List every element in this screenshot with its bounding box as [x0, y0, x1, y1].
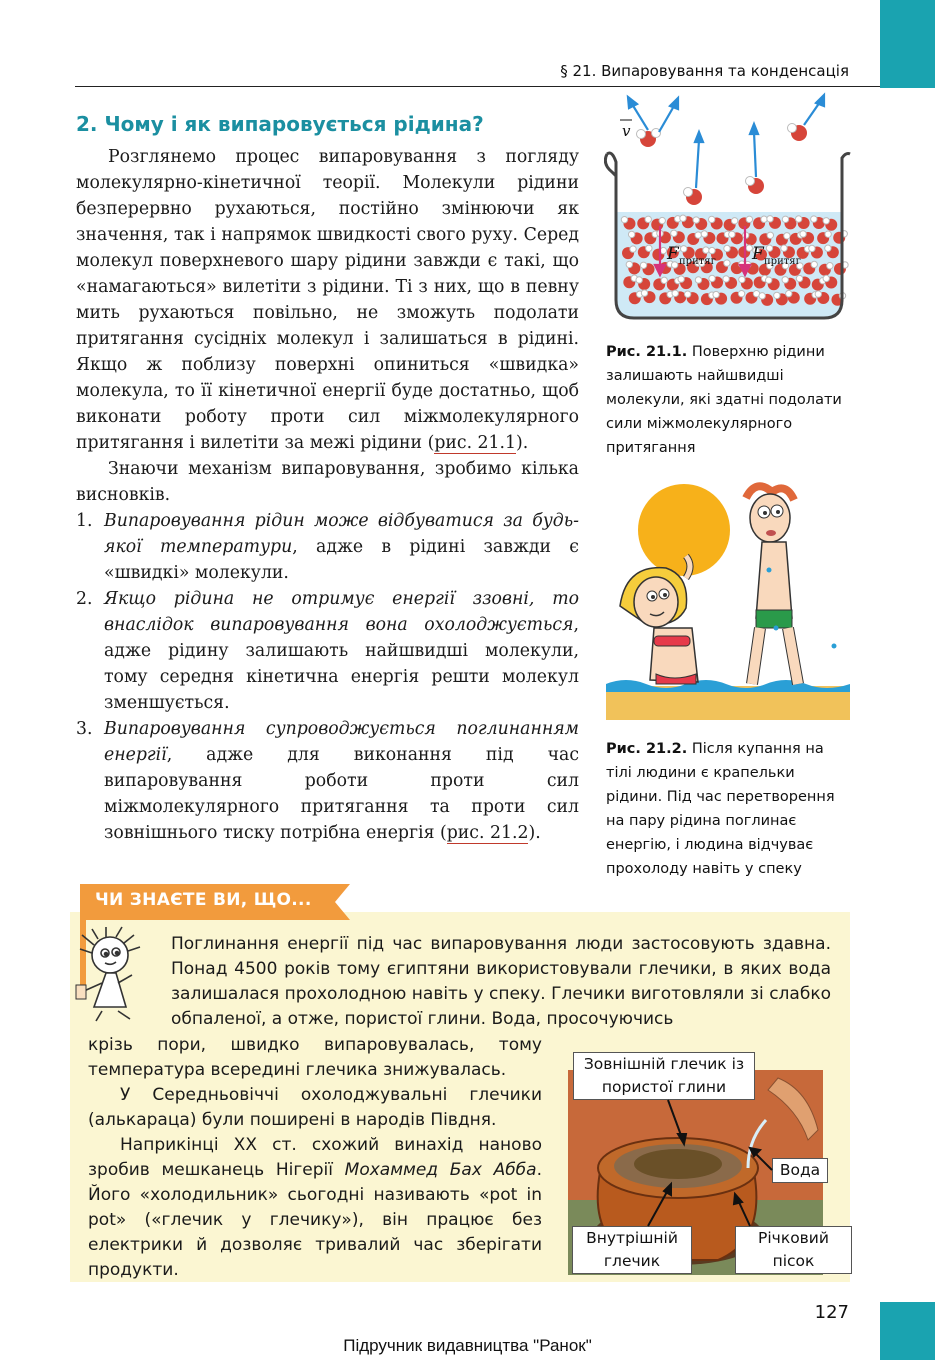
hydrogen-atom: [678, 276, 684, 282]
hydrogen-atom: [800, 231, 806, 237]
hydrogen-atom: [724, 260, 730, 266]
label-water: Вода: [772, 1158, 828, 1183]
paragraph-2: Знаючи механізм випаровування, зробимо кілька висновків.: [76, 459, 579, 505]
hydrogen-atom: [723, 276, 729, 282]
hydrogen-atom: [759, 293, 765, 299]
fact-paragraph-1-cont: крізь пори, швидко випаровувалась, тому температура всередині глечика знижувалась.: [88, 1035, 542, 1080]
hydrogen-atom: [786, 290, 792, 296]
label-outer-pot: Зовнішній глечик із пористої глини: [573, 1052, 755, 1100]
hydrogen-atom: [796, 275, 802, 281]
list-item: 1. Випаровування рідин може відбуватися за будь-якої температури, адже в рідині завжди є «швидкі» молекули.: [76, 511, 579, 583]
hydrogen-atom: [827, 263, 833, 269]
conclusions-list: [76, 508, 579, 846]
velocity-label: v: [622, 122, 631, 140]
velocity-arrows: [628, 95, 824, 188]
hydrogen-atom: [671, 230, 677, 236]
hydrogen-atom: [641, 290, 647, 296]
figure-ref-21-2[interactable]: рис. 21.2: [446, 823, 529, 843]
fact-paragraph-2: У Середньовіччі охолоджувальні глечики (алькараца) були поширені в народів Півдня.: [88, 1085, 542, 1130]
boy-figure: [746, 486, 837, 684]
hydrogen-atom: [729, 231, 735, 237]
hydrogen-atom: [767, 216, 773, 222]
hydrogen-atom: [782, 277, 788, 283]
force-subscript: притяг: [764, 256, 801, 267]
sun-icon: [638, 484, 730, 576]
hydrogen-atom: [811, 261, 817, 267]
hydrogen-atom: [708, 216, 714, 222]
did-you-know-title: ЧИ ЗНАЄТЕ ВИ, ЩО...: [95, 890, 312, 910]
girl-figure: [620, 556, 698, 684]
hydrogen-atom: [811, 216, 817, 222]
hydrogen-atom: [784, 233, 790, 239]
publisher-footer: Підручник видавництва "Ранок": [343, 1336, 592, 1355]
force-label: F: [667, 244, 679, 264]
label-river-sand: Річковий пісок: [735, 1226, 852, 1274]
figure-21-2-caption: Рис. 21.2. Після купання на тілі людини є крапельки рідини. Під час перетворення на пару рідина поглинає енергію, і людина відчуває прохолоду навіть у спеку: [606, 741, 835, 877]
hydrogen-atom: [823, 275, 829, 281]
hydrogen-atom: [621, 216, 627, 222]
paragraph-1: Розглянемо процес випаровування з погляду молекулярно-кінетичної теорії. Молекули рідини безперервно рухаються, постійно змінюючи як значення, так і напрямок швидкості свого руху. Серед молекул поверхневого шару рідини завжди є такі, що «намагаються» вилетіти з рідини. Ті з них, що в певну мить рухаються повільно, не зможуть подолати притягання сусідніх молекул і залишаться в рідині. Якщо ж поблизу поверхні опиниться «швидка» молекула, то її кінетичної енергії буде достатньо, щоб виконати роботу проти сил міжмолекулярного притягання і вилетіти за межі рідини (рис. 21.1).: [76, 147, 579, 453]
figure-21-1-beaker: [604, 92, 854, 327]
girl-mascot-icon: [72, 925, 167, 1025]
hydrogen-atom: [645, 216, 651, 222]
hydrogen-atom: [695, 232, 701, 238]
hydrogen-atom: [636, 277, 642, 283]
hydrogen-atom: [825, 245, 831, 251]
force-subscript: притяг: [679, 256, 716, 267]
hydrogen-atom: [761, 216, 767, 222]
figure-ref-21-1[interactable]: рис. 21.1: [434, 433, 517, 453]
hydrogen-atom: [693, 217, 699, 223]
figure-21-1-caption: Рис. 21.1. Поверхню рідини залишають найшвидші молекули, які здатні подолати сили міжмолекулярного притягання: [606, 344, 842, 456]
hydrogen-atom: [680, 246, 686, 252]
header-rule: [75, 86, 880, 87]
hydrogen-atom: [815, 291, 821, 297]
hydrogen-atom: [695, 277, 701, 283]
figure-21-2-beach: [606, 478, 850, 720]
hydrogen-atom: [672, 290, 678, 296]
hydrogen-atom: [709, 275, 715, 281]
hydrogen-atom: [646, 245, 652, 251]
hydrogen-atom: [782, 216, 788, 222]
hydrogen-atom: [795, 216, 801, 222]
hydrogen-atom: [731, 218, 737, 224]
hydrogen-atom: [659, 217, 665, 223]
hydrogen-atom: [630, 246, 636, 252]
hydrogen-atom: [774, 292, 780, 298]
hydrogen-atom: [781, 245, 787, 251]
hydrogen-atom: [709, 247, 715, 253]
section-title: 2. Чому і як випаровується рідина?: [76, 112, 484, 136]
list-item: 3. Випаровування супроводжується поглинанням енергії, адже для виконання під час випаровування роботи проти сил міжмолекулярного притягання та проти сил зовнішнього тиску потрібна енергія (рис. 21.2).: [76, 719, 579, 843]
hydrogen-atom: [825, 231, 831, 237]
hydrogen-atom: [703, 247, 709, 253]
label-inner-pot: Внутрішній глечик: [572, 1226, 692, 1274]
hydrogen-atom: [739, 276, 745, 282]
hydrogen-atom: [823, 218, 829, 224]
label-pointer-lines: [568, 1040, 858, 1280]
top-color-tab: [880, 0, 935, 88]
list-item: 2. Якщо рідина не отримує енергії ззовні, то внаслідок випаровування вона охолоджується, адже рідину залишають найшвидші молекули, тому середня кінетична енергія решти молекул зменшується.: [76, 589, 579, 713]
page-number: 127: [814, 1302, 849, 1323]
hydrogen-atom: [738, 290, 744, 296]
hydrogen-atom: [680, 215, 686, 221]
hydrogen-atom: [724, 245, 730, 251]
main-text: [76, 144, 579, 846]
hydrogen-atom: [767, 232, 773, 238]
hydrogen-atom: [701, 231, 707, 237]
escaping-molecules: [637, 124, 808, 206]
hydrogen-atom: [626, 261, 632, 267]
hydrogen-atom: [809, 245, 815, 251]
hydrogen-atom: [746, 216, 752, 222]
fact-paragraph-1: Поглинання енергії під час випаровування люди застосовують здавна. Понад 4500 років тому єгиптяни використовували глечики, в яких вода залишалася прохолодною навіть у спеку. Глечики виготовляли зі слабко обпаленої, а отже, пористої глини. Вода, просочуючись: [171, 934, 831, 1029]
hydrogen-atom: [684, 291, 690, 297]
fact-text-column: [88, 1033, 542, 1283]
hydrogen-atom: [766, 245, 772, 251]
hydrogen-atom: [660, 247, 666, 253]
fact-paragraph-3: Наприкінці XX ст. схожий винахід наново зробив мешканець Нігерії Мохаммед Бах Абба. Його «холодильник» сьогодні називають «pot in pot» («глечик у глечику»), він працює без електрики й дозволяє тривалий час зберігати продукти.: [88, 1135, 542, 1280]
hydrogen-atom: [765, 277, 771, 283]
hydrogen-atom: [640, 262, 646, 268]
running-header: § 21. Випаровування та конденсація: [560, 62, 849, 80]
force-label: F: [752, 244, 764, 264]
hydrogen-atom: [661, 277, 667, 283]
hydrogen-atom: [713, 291, 719, 297]
hydrogen-atom: [628, 231, 634, 237]
